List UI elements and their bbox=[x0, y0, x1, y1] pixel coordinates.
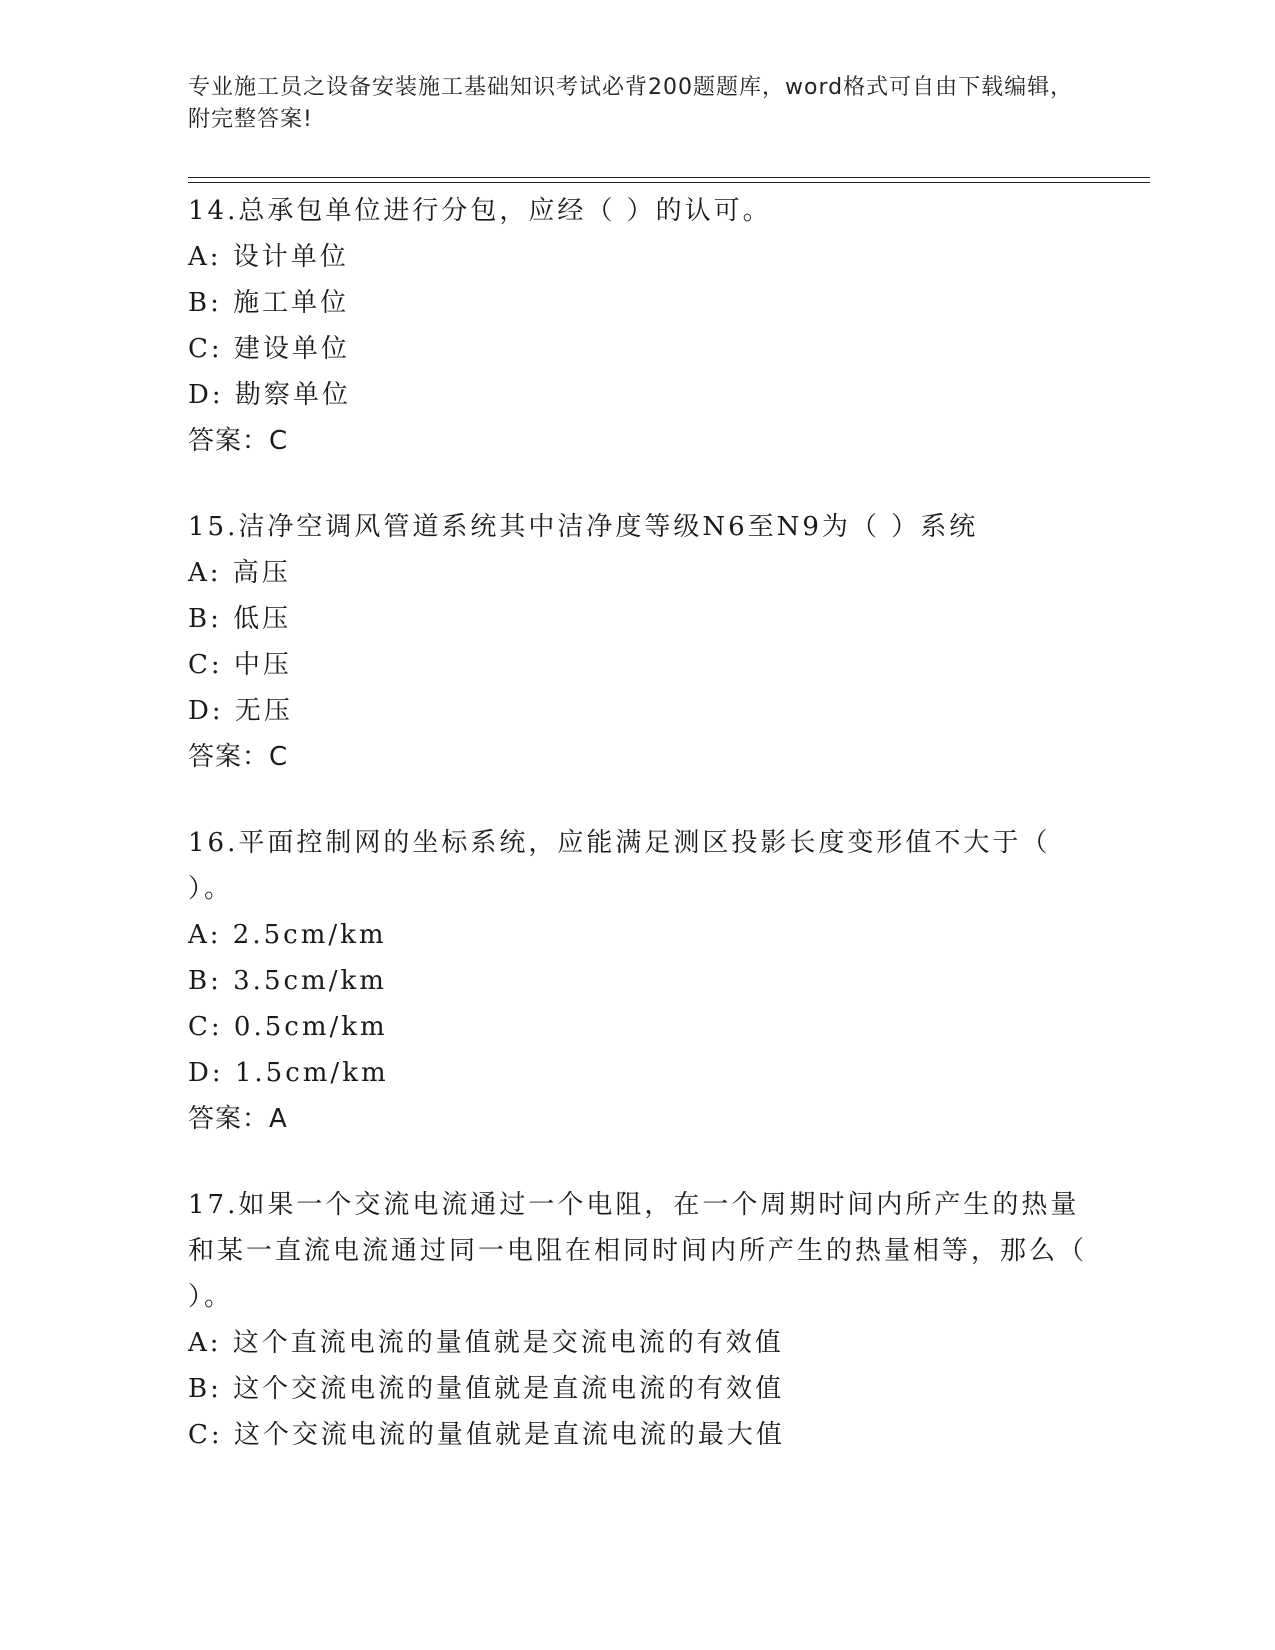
question-stem: 14.总承包单位进行分包，应经（ ）的认可。 bbox=[188, 196, 772, 226]
option-a: A: 2.5cm/km bbox=[188, 920, 387, 950]
option-d: D: 1.5cm/km bbox=[188, 1058, 389, 1088]
option-c: C: 0.5cm/km bbox=[188, 1012, 388, 1042]
question-stem: 16.平面控制网的坐标系统，应能满足测区投影长度变形值不大于（ ）。 bbox=[188, 828, 1051, 904]
question-17 bbox=[188, 1182, 1088, 1458]
question-15 bbox=[188, 504, 1088, 780]
answer-line: 答案：C bbox=[188, 742, 289, 772]
header-rule-top bbox=[188, 177, 1150, 178]
option-a: A: 这个直流电流的量值就是交流电流的有效值 bbox=[188, 1328, 784, 1358]
option-c: C: 中压 bbox=[188, 650, 292, 680]
document-header: 专业施工员之设备安装施工基础知识考试必背200题题库，word格式可自由下载编辑，附完整答案! bbox=[188, 75, 1074, 132]
question-16 bbox=[188, 820, 1088, 1142]
option-b: B: 低压 bbox=[188, 604, 292, 634]
option-b: B: 这个交流电流的量值就是直流电流的有效值 bbox=[188, 1374, 785, 1404]
answer-line: 答案：C bbox=[188, 426, 289, 456]
question-stem: 17.如果一个交流电流通过一个电阻，在一个周期时间内所产生的热量和某一直流电流通过同一电阻在相同时间内所产生的热量相等，那么（ ）。 bbox=[188, 1190, 1088, 1312]
question-stem: 15.洁净空调风管道系统其中洁净度等级N6至N9为（ ）系统 bbox=[188, 512, 979, 542]
option-d: D: 无压 bbox=[188, 696, 293, 726]
option-a: A: 高压 bbox=[188, 558, 291, 588]
option-b: B: 施工单位 bbox=[188, 288, 350, 318]
option-c: C: 这个交流电流的量值就是直流电流的最大值 bbox=[188, 1420, 785, 1450]
question-list bbox=[188, 188, 1088, 1498]
header-rule-bottom bbox=[188, 182, 1150, 183]
option-d: D: 勘察单位 bbox=[188, 380, 351, 410]
option-a: A: 设计单位 bbox=[188, 242, 349, 272]
question-14 bbox=[188, 188, 1088, 464]
option-c: C: 建设单位 bbox=[188, 334, 350, 364]
option-b: B: 3.5cm/km bbox=[188, 966, 387, 996]
answer-line: 答案：A bbox=[188, 1104, 288, 1134]
